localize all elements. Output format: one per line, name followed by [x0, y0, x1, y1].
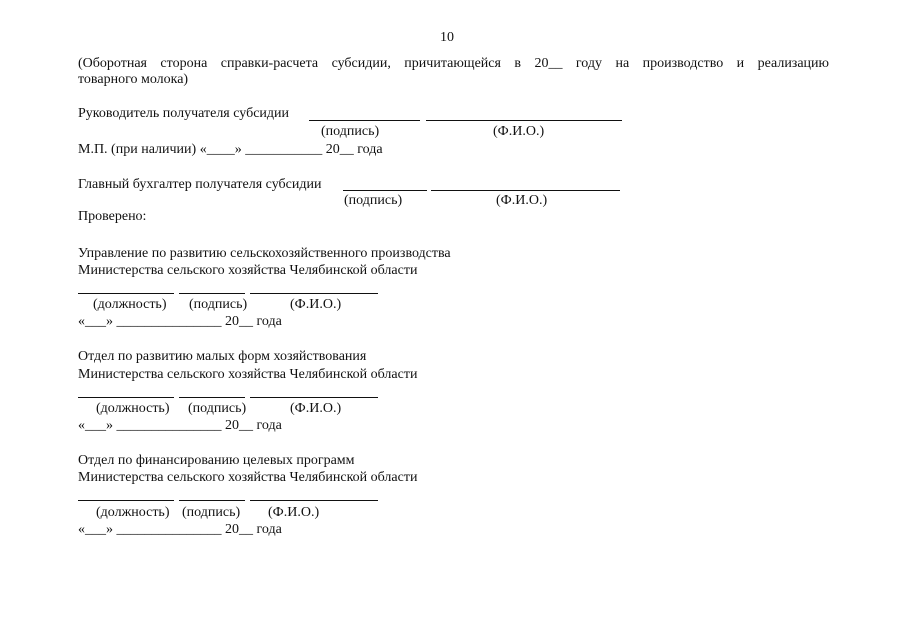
position-line	[78, 500, 174, 501]
approval-date-line: «___» _______________ 20__ года	[78, 522, 282, 537]
position-caption: (должность)	[93, 297, 167, 312]
signature-line	[179, 500, 245, 501]
position-caption: (должность)	[96, 401, 170, 416]
accountant-signature-label: Главный бухгалтер получателя субсидии	[78, 177, 322, 192]
name-caption: (Ф.И.О.)	[290, 297, 342, 312]
approval-date-line: «___» _______________ 20__ года	[78, 314, 282, 329]
signature-caption: (подпись)	[189, 297, 248, 312]
head-name-line	[426, 120, 622, 121]
name-line	[250, 293, 378, 294]
signature-line	[179, 397, 245, 398]
name-line	[250, 500, 378, 501]
name-caption: (Ф.И.О.)	[290, 401, 342, 416]
signature-caption: (подпись)	[188, 401, 247, 416]
position-line	[78, 293, 174, 294]
approval-date-line: «___» _______________ 20__ года	[78, 418, 282, 433]
approval-ministry: Министерства сельского хозяйства Челябинской области	[78, 470, 418, 485]
position-caption: (должность)	[96, 505, 170, 520]
name-line	[250, 397, 378, 398]
signature-caption: (подпись)	[182, 505, 241, 520]
signature-line	[179, 293, 245, 294]
header-line-2: товарного молока)	[78, 72, 189, 87]
checked-label: Проверено:	[78, 209, 147, 224]
position-line	[78, 397, 174, 398]
page-number: 10	[440, 30, 454, 45]
seal-date-line: М.П. (при наличии) «____» ___________ 20__ года	[78, 142, 383, 157]
approval-department: Отдел по развитию малых форм хозяйствования	[78, 349, 367, 364]
accountant-signature-line	[343, 190, 427, 191]
header-line-1: (Оборотная сторона справки-расчета субсидии, причитающейся в 20__ году на производство и реализацию	[78, 56, 829, 71]
head-signature-label: Руководитель получателя субсидии	[78, 106, 290, 121]
head-signature-caption: (подпись)	[321, 124, 380, 139]
approval-department: Управление по развитию сельскохозяйственного производства	[78, 246, 451, 261]
name-caption: (Ф.И.О.)	[268, 505, 320, 520]
accountant-name-line	[431, 190, 620, 191]
accountant-signature-caption: (подпись)	[344, 193, 403, 208]
accountant-name-caption: (Ф.И.О.)	[496, 193, 548, 208]
approval-ministry: Министерства сельского хозяйства Челябинской области	[78, 367, 418, 382]
head-name-caption: (Ф.И.О.)	[493, 124, 545, 139]
approval-ministry: Министерства сельского хозяйства Челябинской области	[78, 263, 418, 278]
head-signature-line	[309, 120, 420, 121]
approval-department: Отдел по финансированию целевых программ	[78, 453, 355, 468]
